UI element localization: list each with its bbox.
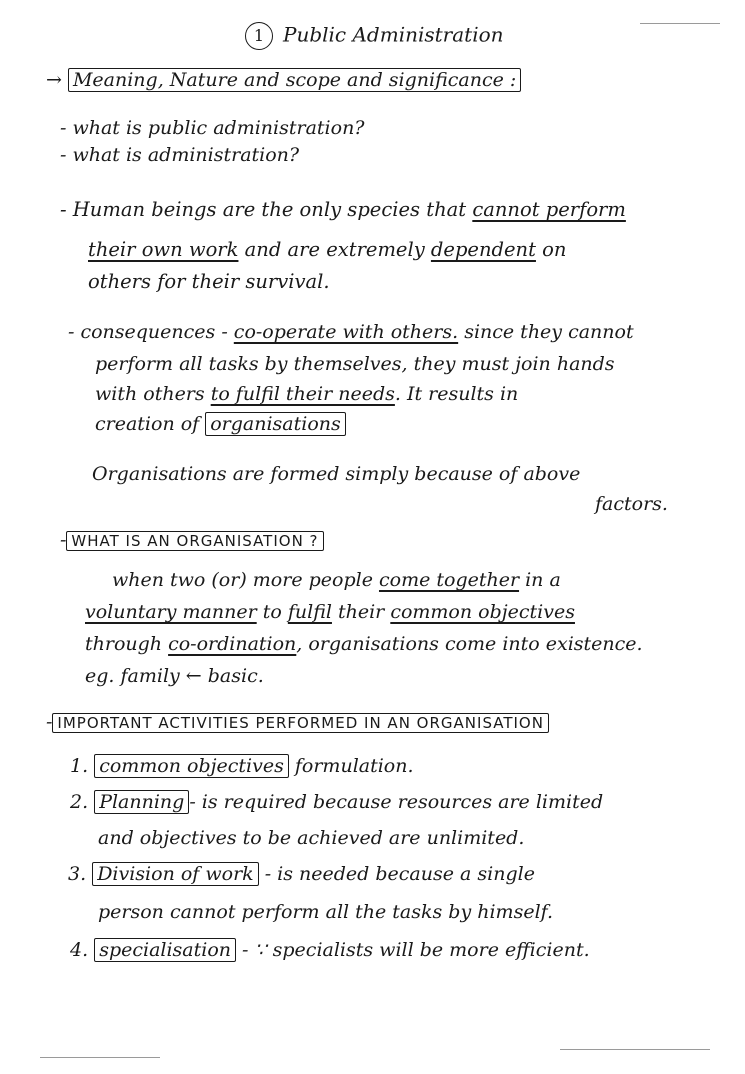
question-2: - what is administration? (60, 144, 300, 166)
section3-heading-line (46, 710, 549, 735)
activity-text: - ∵ specialists will be more efficient. (236, 939, 590, 961)
section2-text-f: , organisations come into existence. (296, 633, 643, 655)
activity-box-planning: Planning (94, 790, 189, 814)
page-title (245, 22, 504, 50)
section2-text-d: their (331, 601, 391, 623)
para2-text-b: since they cannot (458, 321, 634, 343)
para2-line2: perform all tasks by themselves, they must join hands (95, 353, 615, 375)
bottom-left-rule (40, 1057, 160, 1058)
para1-underline-c: dependent (430, 238, 536, 261)
title-text: Public Administration (283, 22, 504, 47)
para3-line1: Organisations are formed simply because of above (92, 463, 581, 485)
activity-item-1 (70, 754, 414, 778)
para2-text-d: . It results in (394, 383, 519, 405)
activity-number: 1. (70, 755, 89, 777)
para2-line3 (95, 382, 518, 406)
section2-line1 (112, 568, 561, 592)
para1-line3: others for their survival. (88, 270, 330, 293)
section1-heading: Meaning, Nature and scope and significance : (68, 68, 521, 92)
section1-heading-line (46, 68, 521, 92)
section3-heading: IMPORTANT ACTIVITIES PERFORMED IN AN ORGANISATION (52, 713, 549, 733)
section2-line4: eg. family ← basic. (85, 665, 264, 687)
organisations-box: organisations (205, 412, 346, 436)
para2-text-c: with others (95, 383, 211, 405)
activity-item-3-cont: person cannot perform all the tasks by himself. (98, 901, 554, 923)
para1-line2 (88, 238, 566, 262)
activity-item-2 (70, 790, 603, 814)
section2-underline-d: common objectives (390, 601, 575, 623)
para2-text-a: - consequences - (68, 321, 234, 343)
section2-underline-b: voluntary manner (85, 601, 257, 623)
para2-text-e: creation of (95, 413, 206, 435)
section2-underline-e: co-ordination (168, 633, 297, 655)
para1-underline-b: their own work (88, 238, 239, 261)
para1-text-b: and are extremely (238, 238, 431, 261)
arrow-icon: → (46, 69, 62, 91)
para1-text-a: Human beings are the only species that (72, 198, 473, 221)
activity-item-3 (68, 862, 535, 886)
section2-line2 (85, 600, 575, 624)
section2-text-b: in a (519, 569, 561, 591)
activity-number: 3. (68, 863, 87, 885)
para1-underline-a: cannot perform (472, 198, 626, 221)
title-number: 1 (245, 22, 273, 50)
para1-dash: - (60, 198, 67, 221)
activity-box-specialisation: specialisation (94, 938, 236, 962)
activity-box-common-objectives: common objectives (94, 754, 289, 778)
para1-line1 (60, 198, 626, 222)
para2-underline-b: to fulfil their needs (210, 383, 395, 405)
para3-line2: factors. (595, 493, 668, 515)
para2-line4 (95, 412, 346, 436)
activity-text: formulation. (288, 755, 414, 777)
para2-line1 (68, 320, 634, 344)
question-1: - what is public administration? (60, 117, 365, 139)
activity-number: 4. (70, 939, 89, 961)
bottom-right-rule (560, 1049, 710, 1050)
activity-item-4 (70, 938, 590, 962)
section2-underline-a: come together (378, 569, 520, 591)
activity-box-division-of-work: Division of work (92, 862, 258, 886)
section2-heading-line (60, 528, 324, 553)
section2-heading: WHAT IS AN ORGANISATION ? (66, 531, 323, 551)
section2-underline-c: fulfil (287, 601, 332, 623)
activity-text: - is needed because a single (258, 863, 535, 885)
section2-dash: - (60, 529, 67, 551)
activity-number: 2. (70, 791, 89, 813)
section2-text-e: through (85, 633, 169, 655)
top-right-rule (640, 23, 720, 24)
section2-line3 (85, 632, 643, 656)
activity-text: - is required because resources are limited (189, 791, 604, 813)
para2-underline-a: co-operate with others. (233, 321, 459, 343)
section3-dash: - (46, 711, 53, 733)
section2-text-c: to (256, 601, 288, 623)
para1-text-c: on (535, 238, 567, 261)
section2-text-a: when two (or) more people (112, 569, 379, 591)
activity-item-2-cont: and objectives to be achieved are unlimited. (98, 827, 525, 849)
